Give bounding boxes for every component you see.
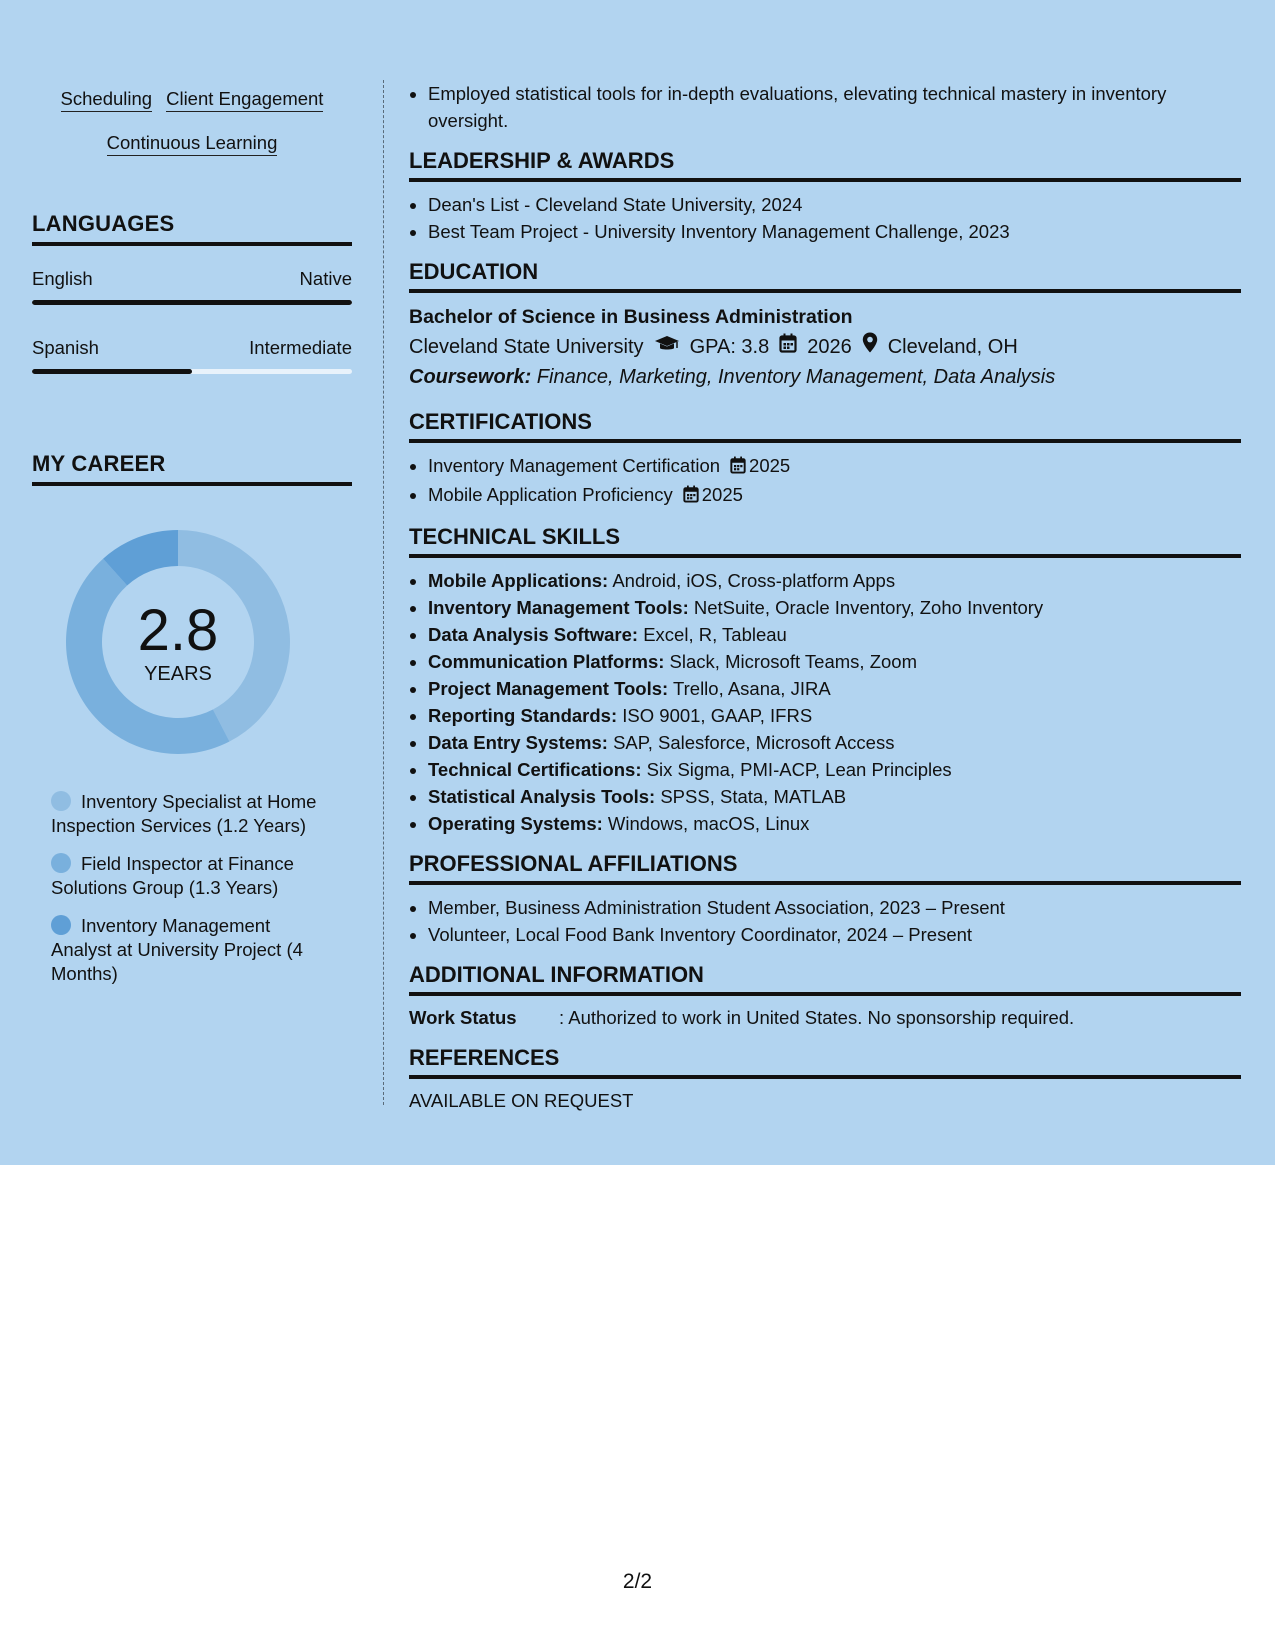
language-name: English — [32, 268, 93, 289]
education-year: 2026 — [807, 336, 852, 358]
skill-values: Windows, macOS, Linux — [602, 813, 810, 834]
skill-category: Reporting Standards: — [428, 705, 618, 726]
graduation-cap-icon — [654, 332, 680, 362]
technical-skill-item — [428, 729, 1241, 756]
affiliation-item: • Volunteer, Local Food Bank Inventory Coordinator, 2024 – Present — [428, 921, 1241, 948]
languages-heading: LANGUAGES — [32, 211, 352, 246]
skill-category: Communication Platforms: — [428, 651, 665, 672]
language-proficiency-fill — [32, 300, 352, 305]
language-proficiency-bar — [32, 369, 352, 374]
coursework-label: Coursework: — [409, 366, 532, 388]
technical-skill-item — [428, 648, 1241, 675]
experience-bullet: • Employed statistical tools for in-depth evaluations, elevating technical mastery in inventory oversight. — [428, 80, 1241, 134]
skill-category: Inventory Management Tools: — [428, 597, 689, 618]
skill-values: NetSuite, Oracle Inventory, Zoho Inventory — [688, 597, 1044, 618]
skill-category: Statistical Analysis Tools: — [428, 786, 656, 807]
career-donut-chart — [66, 530, 290, 754]
education-location: Cleveland, OH — [887, 336, 1018, 358]
career-legend-text: Inventory Specialist at Home Inspection Services (1.2 Years) — [51, 791, 317, 836]
certification-name: Mobile Application Proficiency — [428, 484, 673, 505]
calendar-icon — [730, 454, 746, 481]
affiliation-item: • Member, Business Administration Student Association, 2023 – Present — [428, 894, 1241, 921]
skill-tag: Client Engagement — [166, 88, 323, 112]
education-school: Cleveland State University — [409, 336, 644, 358]
career-legend — [51, 790, 331, 1000]
affiliations-heading: PROFESSIONAL AFFILIATIONS — [409, 851, 1241, 885]
certification-item — [428, 481, 1241, 510]
skill-category: Data Entry Systems: — [428, 732, 608, 753]
technical-skill-item — [428, 567, 1241, 594]
skill-category: Data Analysis Software: — [428, 624, 639, 645]
language-name: Spanish — [32, 337, 99, 358]
skill-category: Project Management Tools: — [428, 678, 669, 699]
column-divider — [383, 80, 384, 1105]
calendar-icon — [683, 483, 699, 510]
language-spanish — [32, 337, 352, 374]
affiliations-list — [409, 894, 1241, 948]
skill-values: SPSS, Stata, MATLAB — [655, 786, 847, 807]
coursework-list: Finance, Marketing, Inventory Management, Data Analysis — [531, 366, 1056, 388]
skill-category: Operating Systems: — [428, 813, 603, 834]
certification-item — [428, 452, 1241, 481]
career-legend-text: Field Inspector at Finance Solutions Group (1.3 Years) — [51, 853, 294, 898]
skill-values: Six Sigma, PMI-ACP, Lean Principles — [641, 759, 952, 780]
certifications-heading: CERTIFICATIONS — [409, 409, 1241, 443]
technical-skill-item — [428, 675, 1241, 702]
education-degree: Bachelor of Science in Business Administration — [409, 306, 853, 328]
technical-skill-item — [428, 594, 1241, 621]
experience-bullets — [409, 80, 1241, 134]
career-total — [66, 598, 290, 686]
legend-dot-icon — [51, 853, 71, 873]
career-legend-item — [51, 914, 331, 986]
certification-year: 2025 — [701, 484, 743, 505]
technical-skill-item — [428, 756, 1241, 783]
work-status-row — [409, 1005, 1241, 1031]
legend-dot-icon — [51, 915, 71, 935]
references-heading: REFERENCES — [409, 1045, 1241, 1079]
career-total-unit: YEARS — [144, 663, 212, 685]
skill-tag: Scheduling — [61, 88, 153, 112]
skill-values: Slack, Microsoft Teams, Zoom — [664, 651, 917, 672]
references-text: AVAILABLE ON REQUEST — [409, 1090, 634, 1111]
work-status-label: Work Status — [409, 1007, 517, 1028]
education-details — [409, 332, 1241, 362]
leadership-heading: LEADERSHIP & AWARDS — [409, 148, 1241, 182]
education-gpa: GPA: 3.8 — [689, 336, 770, 358]
skill-tag: Continuous Learning — [107, 132, 278, 156]
career-total-number: 2.8 — [137, 598, 219, 663]
skill-values: SAP, Salesforce, Microsoft Access — [607, 732, 895, 753]
skill-values: ISO 9001, GAAP, IFRS — [617, 705, 813, 726]
technical-skills-heading: TECHNICAL SKILLS — [409, 524, 1241, 558]
technical-skills-list — [409, 567, 1241, 837]
skill-category: Technical Certifications: — [428, 759, 642, 780]
calendar-icon — [779, 332, 797, 362]
technical-skill-item — [428, 783, 1241, 810]
career-legend-text: Inventory Management Analyst at University Project (4 Months) — [51, 915, 303, 984]
legend-dot-icon — [51, 791, 71, 811]
work-status-value: : Authorized to work in United States. No sponsorship required. — [559, 1007, 1075, 1028]
skill-values: Android, iOS, Cross-platform Apps — [608, 570, 896, 591]
skill-values: Excel, R, Tableau — [638, 624, 787, 645]
certifications-list — [409, 452, 1241, 510]
location-pin-icon — [862, 332, 878, 362]
skill-tags — [32, 88, 352, 176]
career-legend-item — [51, 852, 331, 900]
technical-skill-item — [428, 702, 1241, 729]
skill-values: Trello, Asana, JIRA — [668, 678, 831, 699]
certification-name: Inventory Management Certification — [428, 455, 721, 476]
career-legend-item — [51, 790, 331, 838]
education-coursework — [409, 362, 1241, 393]
right-column — [409, 80, 1241, 1114]
language-proficiency-fill — [32, 369, 192, 374]
technical-skill-item — [428, 810, 1241, 837]
skill-category: Mobile Applications: — [428, 570, 609, 591]
certification-year: 2025 — [749, 455, 791, 476]
technical-skill-item — [428, 621, 1241, 648]
career-heading: MY CAREER — [32, 451, 352, 486]
additional-info-heading: ADDITIONAL INFORMATION — [409, 962, 1241, 996]
language-proficiency-bar — [32, 300, 352, 305]
leadership-item: • Dean's List - Cleveland State University, 2024 — [428, 191, 1241, 218]
language-english — [32, 268, 352, 305]
leadership-list — [409, 191, 1241, 245]
page-number: 2/2 — [622, 1570, 653, 1593]
language-level: Native — [299, 268, 352, 289]
leadership-item: • Best Team Project - University Inventory Management Challenge, 2023 — [428, 218, 1241, 245]
education-heading: EDUCATION — [409, 259, 1241, 293]
language-level: Intermediate — [249, 337, 352, 358]
